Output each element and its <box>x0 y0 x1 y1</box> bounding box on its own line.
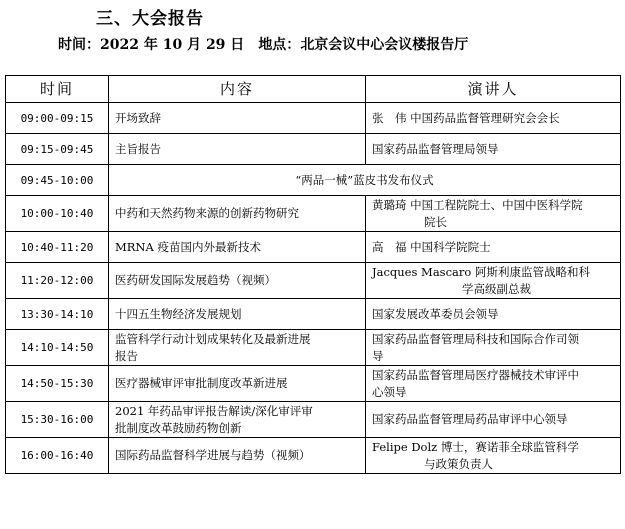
row-time: 15:30-16:00 <box>6 402 109 438</box>
row-content <box>109 402 366 438</box>
speaker-line: 国家药品监督管理局医疗器械技术审评中 <box>372 367 579 382</box>
schedule-table <box>5 75 621 474</box>
speaker-line: 国家药品监督管理局领导 <box>372 141 499 156</box>
table-row <box>6 330 621 366</box>
date-value: 2022 年 10 月 29 日 <box>100 37 245 53</box>
time-label: 时间： <box>58 37 100 53</box>
row-time: 09:00-09:15 <box>6 103 109 134</box>
row-speaker <box>366 263 621 299</box>
speaker-line: 黄璐琦 中国工程院院士、中国中医科学院 <box>372 197 583 212</box>
table-row <box>6 165 621 196</box>
row-content: 十四五生物经济发展规划 <box>109 299 366 330</box>
date-venue-line <box>58 34 468 54</box>
row-time: 09:15-09:45 <box>6 134 109 165</box>
header-speaker: 演讲人 <box>366 76 621 103</box>
venue-label: 地点： <box>258 37 301 53</box>
speaker-line: 院长 <box>424 214 447 229</box>
speaker-line: 心领导 <box>372 384 407 399</box>
speaker-line: 学高级副总裁 <box>462 281 531 296</box>
table-header-row <box>6 76 621 103</box>
row-content: 医药研发国际发展趋势（视频） <box>109 263 366 299</box>
table-row <box>6 366 621 402</box>
content-line: 监管科学行动计划成果转化及最新进展 <box>115 331 311 346</box>
row-time: 13:30-14:10 <box>6 299 109 330</box>
section-title: 三、大会报告 <box>96 9 204 29</box>
row-speaker <box>366 134 621 165</box>
row-speaker <box>366 402 621 438</box>
header-time: 时间 <box>6 76 109 103</box>
row-content: 主旨报告 <box>109 134 366 165</box>
row-content: 开场致辞 <box>109 103 366 134</box>
row-speaker <box>366 196 621 232</box>
row-speaker <box>366 366 621 402</box>
table-row <box>6 263 621 299</box>
row-content: MRNA 疫苗国内外最新技术 <box>109 232 366 263</box>
row-time: 11:20-12:00 <box>6 263 109 299</box>
row-time: 14:50-15:30 <box>6 366 109 402</box>
row-speaker <box>366 438 621 474</box>
row-speaker <box>366 299 621 330</box>
table-row <box>6 299 621 330</box>
row-content: 医疗器械审评审批制度改革新进展 <box>109 366 366 402</box>
speaker-line: Felipe Dolz 博士，赛诺菲全球监管科学 <box>372 439 579 454</box>
table-row <box>6 232 621 263</box>
row-content: 中药和天然药物来源的创新药物研究 <box>109 196 366 232</box>
speaker-line: 张 伟 中国药品监督管理研究会会长 <box>372 110 560 125</box>
row-time: 10:00-10:40 <box>6 196 109 232</box>
venue-value: 北京会议中心会议楼报告厅 <box>300 37 469 53</box>
row-speaker <box>366 232 621 263</box>
speaker-line: 国家药品监督管理局药品审评中心领导 <box>372 412 568 426</box>
row-speaker <box>366 103 621 134</box>
table-row <box>6 134 621 165</box>
content-line: 批制度改革鼓励药物创新 <box>115 420 242 435</box>
speaker-line: 与政策负责人 <box>424 456 493 471</box>
content-line: 报告 <box>115 348 138 363</box>
speaker-line: 高 福 中国科学院院士 <box>372 239 491 254</box>
row-time: 10:40-11:20 <box>6 232 109 263</box>
table-row <box>6 103 621 134</box>
row-merged-event: “两品一械”蓝皮书发布仪式 <box>109 165 621 196</box>
speaker-line: 导 <box>372 348 384 363</box>
row-content: 国际药品监督科学进展与趋势（视频） <box>109 438 366 474</box>
header-content: 内容 <box>109 76 366 103</box>
row-speaker <box>366 330 621 366</box>
row-time: 16:00-16:40 <box>6 438 109 474</box>
table-row <box>6 438 621 474</box>
speaker-line: 国家药品监督管理局科技和国际合作司领 <box>372 331 579 346</box>
table-row <box>6 196 621 232</box>
content-line: 2021 年药品审评报告解读/深化审评审 <box>115 403 313 418</box>
table-row <box>6 402 621 438</box>
row-time: 09:45-10:00 <box>6 165 109 196</box>
speaker-line: Jacques Mascaro 阿斯利康监管战略和科 <box>372 264 590 279</box>
row-content <box>109 330 366 366</box>
speaker-line: 国家发展改革委员会领导 <box>372 306 499 321</box>
row-time: 14:10-14:50 <box>6 330 109 366</box>
